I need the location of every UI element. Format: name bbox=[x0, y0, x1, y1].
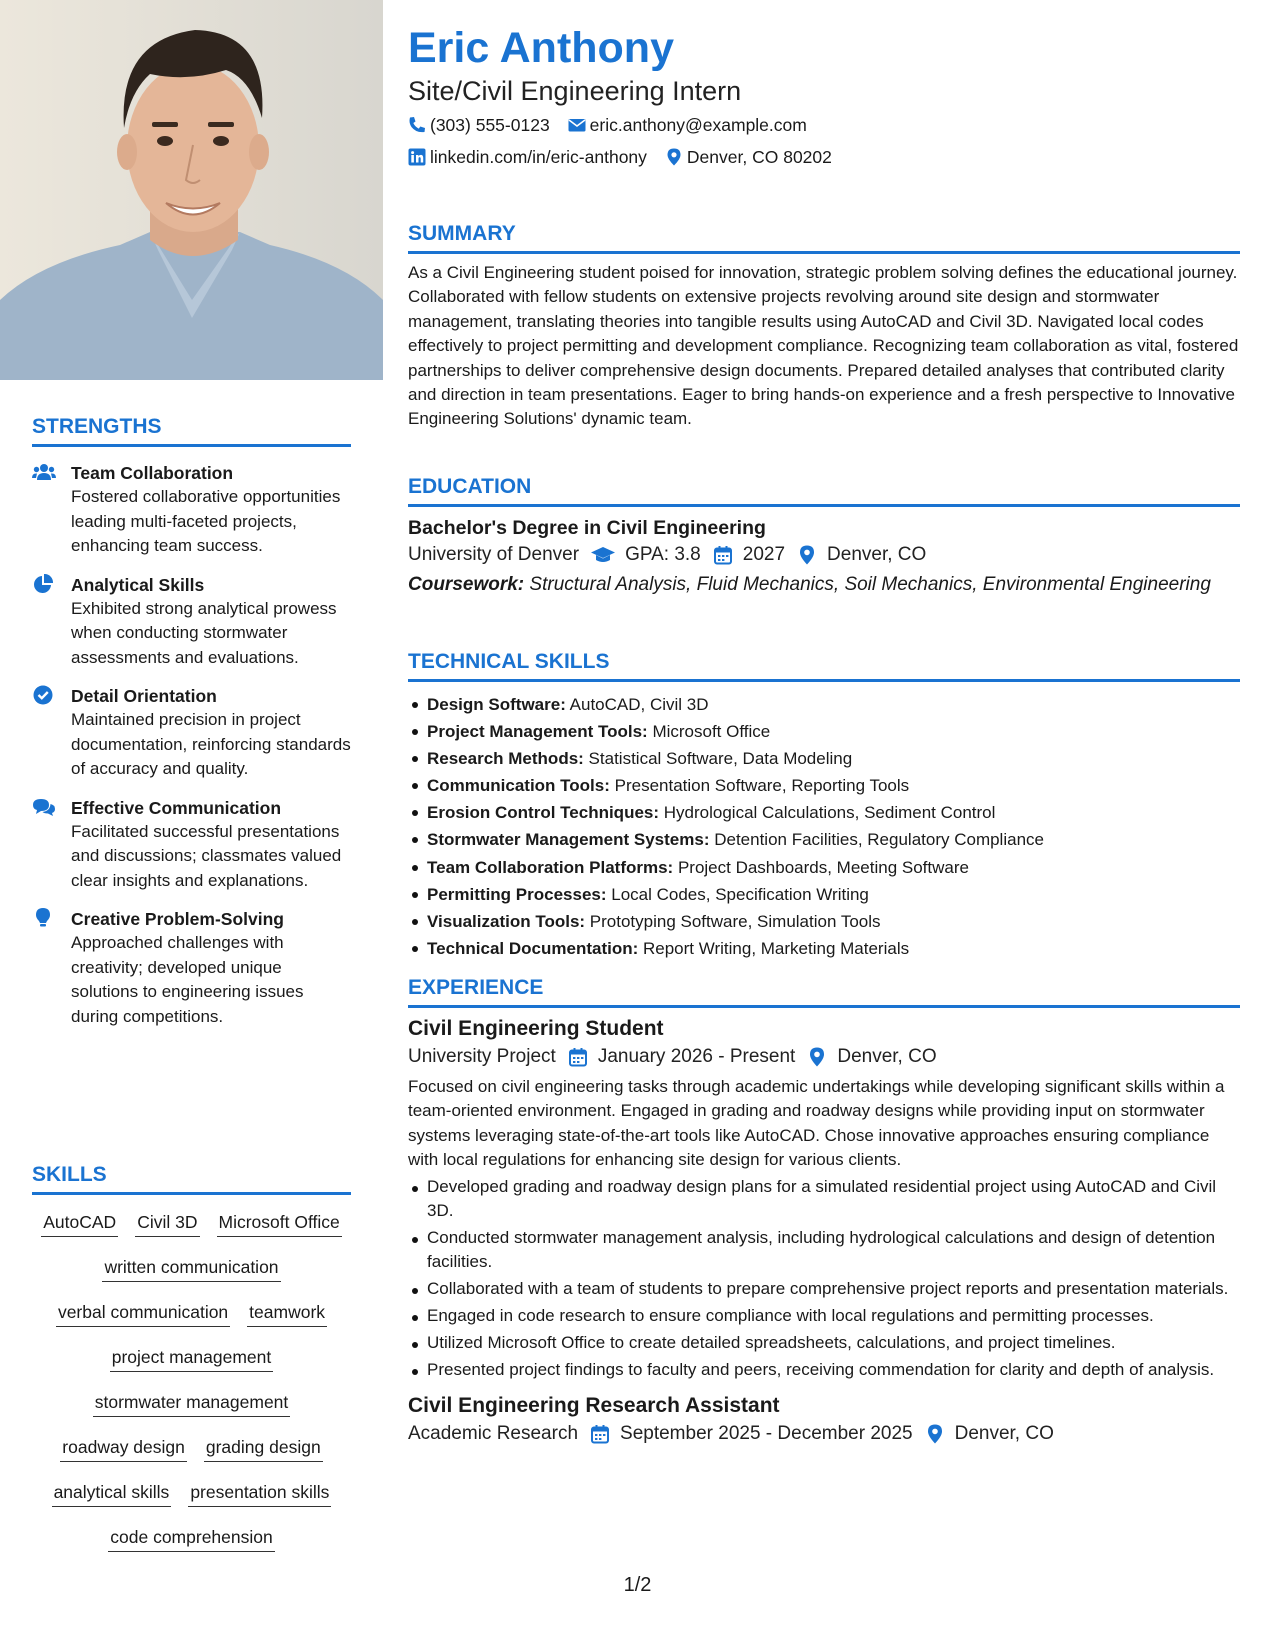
skill-value: Hydrological Calculations, Sediment Control bbox=[659, 803, 996, 823]
lightbulb-icon bbox=[32, 908, 56, 928]
location-pin-icon bbox=[665, 148, 683, 166]
section-divider bbox=[32, 444, 351, 447]
job-location: Denver, CO bbox=[837, 1046, 937, 1067]
list-item bbox=[408, 881, 1240, 908]
graduation-cap-icon bbox=[591, 545, 615, 565]
phone-number[interactable]: (303) 555-0123 bbox=[430, 115, 550, 135]
strength-title: Detail Orientation bbox=[71, 686, 217, 706]
list-item bbox=[408, 935, 1240, 962]
job-dates: January 2026 - Present bbox=[597, 1046, 796, 1067]
section-divider bbox=[408, 251, 1240, 254]
list-item bbox=[408, 691, 1240, 718]
skill-tag: analytical skills bbox=[52, 1481, 172, 1507]
gpa-text: GPA: 3.8 bbox=[625, 544, 701, 565]
skill-value: AutoCAD, Civil 3D bbox=[565, 695, 709, 714]
contact-row bbox=[408, 114, 807, 136]
calendar-icon bbox=[568, 1047, 588, 1067]
list-item bbox=[408, 745, 1240, 772]
skill-label: Technical Documentation: bbox=[427, 938, 639, 958]
education-meta bbox=[408, 541, 1240, 569]
list-item: Collaborated with a team of students to prepare comprehensive project reports and presentation materials. bbox=[408, 1277, 1240, 1301]
section-divider bbox=[32, 1192, 351, 1195]
check-circle-icon bbox=[32, 685, 56, 705]
skills-section bbox=[32, 1162, 351, 1552]
skill-value: Report Writing, Marketing Materials bbox=[638, 938, 910, 958]
strength-title: Analytical Skills bbox=[71, 574, 205, 595]
strength-title: Team Collaboration bbox=[71, 463, 234, 483]
chat-bubbles-icon bbox=[32, 797, 56, 817]
skill-label: Stormwater Management Systems: bbox=[427, 830, 710, 850]
skill-value: Local Codes, Specification Writing bbox=[606, 884, 869, 904]
skill-tag: Microsoft Office bbox=[217, 1211, 342, 1237]
calendar-icon bbox=[590, 1424, 610, 1444]
graduation-year: 2027 bbox=[742, 544, 786, 565]
coursework bbox=[408, 573, 1240, 598]
job-organization: University Project bbox=[408, 1046, 556, 1067]
job-title: Civil Engineering Research Assistant bbox=[408, 1394, 780, 1418]
skills-heading: SKILLS bbox=[32, 1163, 107, 1186]
technical-skills-list bbox=[408, 691, 1240, 962]
strength-item bbox=[32, 461, 351, 559]
skill-tag: project management bbox=[110, 1346, 274, 1372]
skill-label: Visualization Tools: bbox=[427, 911, 586, 931]
technical-skills-heading: TECHNICAL SKILLS bbox=[408, 650, 610, 673]
phone-icon bbox=[408, 116, 426, 134]
list-item bbox=[408, 908, 1240, 935]
list-item bbox=[408, 799, 1240, 826]
job-meta bbox=[408, 1043, 1240, 1071]
strength-description: Exhibited strong analytical prowess when conducting stormwater assessments and evaluations. bbox=[71, 598, 337, 667]
skill-tag: written communication bbox=[102, 1256, 280, 1282]
skill-value: Statistical Software, Data Modeling bbox=[583, 749, 853, 769]
users-icon bbox=[32, 462, 56, 482]
skill-tag: code comprehension bbox=[108, 1526, 274, 1552]
section-divider bbox=[408, 1005, 1240, 1008]
skill-label: Team Collaboration Platforms: bbox=[427, 857, 674, 877]
strengths-heading: STRENGTHS bbox=[32, 415, 162, 438]
list-item: Utilized Microsoft Office to create detailed spreadsheets, calculations, and project timelines. bbox=[408, 1331, 1240, 1355]
skill-label: Permitting Processes: bbox=[427, 884, 607, 904]
skills-list bbox=[32, 1211, 351, 1552]
strength-description: Approached challenges with creativity; developed unique solutions to engineering issues during competitions. bbox=[71, 933, 304, 1026]
strength-description: Maintained precision in project documentation, reinforcing standards of accuracy and quality. bbox=[71, 710, 351, 778]
list-item bbox=[408, 826, 1240, 853]
page-number: 1/2 bbox=[623, 1574, 652, 1596]
skill-value: Microsoft Office bbox=[647, 722, 771, 742]
location-pin-icon bbox=[807, 1047, 827, 1067]
linkedin-link[interactable]: linkedin.com/in/eric-anthony bbox=[430, 147, 647, 167]
strength-item bbox=[32, 796, 351, 894]
degree-title: Bachelor's Degree in Civil Engineering bbox=[408, 517, 766, 539]
education-section bbox=[408, 474, 1240, 598]
skill-label: Erosion Control Techniques: bbox=[427, 803, 660, 823]
technical-skills-section bbox=[408, 649, 1240, 962]
skill-tag: stormwater management bbox=[93, 1391, 291, 1417]
strength-item bbox=[32, 907, 351, 1029]
list-item: Conducted stormwater management analysis, including hydrological calculations and design of detention facilities. bbox=[408, 1226, 1240, 1275]
location-pin-icon bbox=[925, 1424, 945, 1444]
skill-label: Research Methods: bbox=[427, 749, 584, 769]
job-dates: September 2025 - December 2025 bbox=[620, 1423, 913, 1445]
email-link[interactable]: eric.anthony@example.com bbox=[589, 115, 807, 135]
location-text: Denver, CO 80202 bbox=[686, 147, 832, 167]
strength-description: Facilitated successful presentations and discussions; classmates valued clear insights and explanations. bbox=[71, 821, 342, 890]
envelope-icon bbox=[568, 116, 586, 134]
skill-tag: AutoCAD bbox=[41, 1211, 118, 1237]
skill-tag: Civil 3D bbox=[135, 1211, 199, 1237]
skill-label: Design Software: bbox=[427, 695, 566, 714]
candidate-role: Site/Civil Engineering Intern bbox=[408, 76, 742, 106]
job-title: Civil Engineering Student bbox=[408, 1017, 664, 1040]
list-item: Developed grading and roadway design plans for a simulated residential project using AutoCAD and Civil 3D. bbox=[408, 1175, 1240, 1224]
skill-label: Project Management Tools: bbox=[427, 722, 648, 742]
skill-tag: roadway design bbox=[60, 1436, 187, 1462]
skill-tag: teamwork bbox=[247, 1301, 327, 1327]
strength-item bbox=[32, 684, 351, 782]
candidate-name: Eric Anthony bbox=[408, 24, 674, 72]
job-meta bbox=[408, 1420, 1240, 1448]
strengths-section bbox=[32, 414, 351, 1029]
profile-photo bbox=[0, 0, 383, 380]
education-location: Denver, CO bbox=[827, 544, 927, 565]
linkedin-icon bbox=[408, 148, 426, 166]
coursework-label: Coursework: bbox=[408, 574, 525, 595]
education-heading: EDUCATION bbox=[408, 475, 532, 498]
strength-title: Creative Problem-Solving bbox=[71, 909, 284, 929]
list-item: Presented project findings to faculty and peers, receiving commendation for clarity and depth of analysis. bbox=[408, 1358, 1240, 1382]
summary-section bbox=[408, 221, 1240, 432]
summary-heading: SUMMARY bbox=[408, 222, 516, 245]
list-item bbox=[408, 854, 1240, 881]
pie-chart-icon bbox=[32, 574, 56, 594]
list-item bbox=[408, 772, 1240, 799]
location-pin-icon bbox=[797, 545, 817, 565]
skill-value: Presentation Software, Reporting Tools bbox=[609, 776, 910, 796]
skill-tag: verbal communication bbox=[56, 1301, 230, 1327]
skill-label: Communication Tools: bbox=[427, 776, 610, 796]
skill-tag: grading design bbox=[204, 1436, 323, 1462]
skill-value: Detention Facilities, Regulatory Compliance bbox=[709, 830, 1044, 850]
school-name: University of Denver bbox=[408, 544, 580, 565]
job-organization: Academic Research bbox=[408, 1423, 579, 1445]
strength-title: Effective Communication bbox=[71, 797, 282, 818]
summary-text: As a Civil Engineering student poised for innovation, strategic problem solving defines the educational journey. Collaborated with fellow students on extensive projects revolving around site design and stormwater management, translating theories into tangible results using AutoCAD and Civil 3D. Navigated local codes effectively to project permitting and development compliance. Recognizing team collaboration as vital, fostered partnerships to deliver comprehensive design documents. Prepared detailed analyses that contributed clarity and direction in team presentations. Eager to bring hands-on experience and a fresh perspective to Innovative Engineering Solutions' dynamic team. bbox=[408, 263, 1239, 429]
job-location: Denver, CO bbox=[954, 1423, 1054, 1445]
skill-value: Project Dashboards, Meeting Software bbox=[673, 857, 969, 877]
skill-value: Prototyping Software, Simulation Tools bbox=[585, 911, 881, 931]
section-divider bbox=[408, 504, 1240, 507]
list-item bbox=[408, 718, 1240, 745]
experience-section bbox=[408, 975, 1240, 1448]
list-item: Engaged in code research to ensure compliance with local regulations and permitting processes. bbox=[408, 1304, 1240, 1328]
job-bullets bbox=[408, 1175, 1240, 1383]
job-summary: Focused on civil engineering tasks through academic undertakings while developing significant skills within a team-oriented environment. Engaged in grading and roadway designs while providing input on stormwater systems leveraging state-of-the-art tools like AutoCAD. Chose innovative approaches ensuring compliance with local regulations for enhancing site design for various clients. bbox=[408, 1077, 1225, 1170]
section-divider bbox=[408, 679, 1240, 682]
contact-row bbox=[408, 146, 832, 168]
skill-tag: presentation skills bbox=[188, 1481, 331, 1507]
coursework-list: Structural Analysis, Fluid Mechanics, Soil Mechanics, Environmental Engineering bbox=[524, 574, 1211, 595]
experience-heading: EXPERIENCE bbox=[408, 976, 544, 999]
strength-item bbox=[32, 573, 351, 671]
calendar-icon bbox=[713, 545, 733, 565]
strength-description: Fostered collaborative opportunities leading multi-faceted projects, enhancing team success. bbox=[71, 487, 341, 555]
left-column bbox=[0, 0, 383, 1650]
